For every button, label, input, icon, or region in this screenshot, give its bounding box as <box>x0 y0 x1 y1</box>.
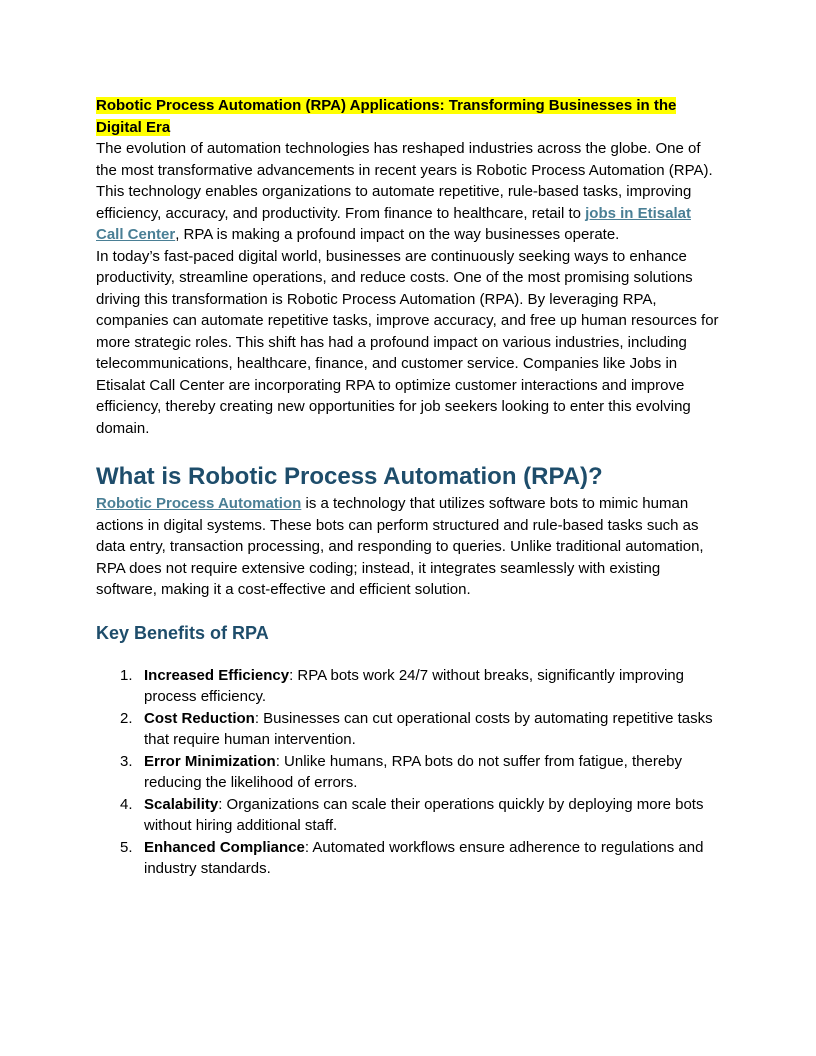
list-item <box>96 751 722 794</box>
list-item-text: : Unlike humans, RPA bots do not suffer from fatigue, thereby reducing the likelihood of errors. <box>144 752 683 791</box>
list-number: 3. <box>120 752 133 770</box>
list-item <box>96 837 722 880</box>
list-item-text: : RPA bots work 24/7 without breaks, significantly improving process efficiency. <box>144 666 684 705</box>
list-number: 4. <box>120 795 133 813</box>
list-number: 1. <box>120 666 133 684</box>
key-benefits-heading: Key Benefits of RPA <box>96 622 269 643</box>
highlighted-title-text: Robotic Process Automation (RPA) Applications: Transforming Businesses in the Digital Era <box>96 97 677 136</box>
list-item <box>96 794 722 837</box>
document-page <box>96 95 722 880</box>
benefits-list <box>96 665 722 880</box>
etisalat-jobs-link[interactable]: jobs in Etisalat Call Center <box>96 204 691 243</box>
list-item-text: : Organizations can scale their operations quickly by deploying more bots without hiring additional staff. <box>144 795 704 834</box>
intro-text-before-link: The evolution of automation technologies has reshaped industries across the globe. One of the most transformative advancements in recent years is Robotic Process Automation (RPA). This technology enables organizations to automate repetitive, rule-based tasks, improving efficiency, accuracy, and productivity. From finance to healthcare, retail to <box>96 140 713 222</box>
list-item-text: : Businesses can cut operational costs by automating repetitive tasks that require human intervention. <box>144 709 713 748</box>
list-item-text: : Automated workflows ensure adherence to regulations and industry standards. <box>144 838 704 877</box>
list-item-term: Scalability <box>144 795 219 813</box>
list-number: 2. <box>120 709 133 727</box>
rpa-link[interactable]: Robotic Process Automation <box>96 495 302 512</box>
list-item <box>96 708 722 751</box>
rpa-definition-text: is a technology that utilizes software bots to mimic human actions in digital systems. These bots can perform structured and rule-based tasks such as data entry, transaction processing, and responding to queries. Unlike traditional automation, RPA does not require extensive coding; instead, it integrates seamlessly with existing software, making it a cost-effective and efficient solution. <box>96 495 704 598</box>
what-is-rpa-heading: What is Robotic Process Automation (RPA)? <box>96 463 603 490</box>
second-paragraph: In today’s fast-paced digital world, businesses are continuously seeking ways to enhance productivity, streamline operations, and reduce costs. One of the most promising solutions driving this transformation is Robotic Process Automation (RPA). By leveraging RPA, companies can automate repetitive tasks, improve accuracy, and free up human resources for more strategic roles. This shift has had a profound impact on various industries, including telecommunications, healthcare, finance, and customer service. Companies like Jobs in Etisalat Call Center are incorporating RPA to optimize customer interactions and improve efficiency, thereby creating new opportunities for job seekers looking to enter this evolving domain. <box>96 247 719 437</box>
list-item-term: Error Minimization <box>144 752 276 770</box>
list-number: 5. <box>120 838 133 856</box>
list-item-term: Enhanced Compliance <box>144 838 305 856</box>
list-item <box>96 665 722 708</box>
rpa-definition-paragraph <box>96 493 722 601</box>
intro-paragraph <box>96 138 722 246</box>
document-title <box>96 95 722 138</box>
intro-text-after-link: , RPA is making a profound impact on the way businesses operate. <box>175 226 620 243</box>
list-item-term: Cost Reduction <box>144 709 255 727</box>
list-item-term: Increased Efficiency <box>144 666 290 684</box>
